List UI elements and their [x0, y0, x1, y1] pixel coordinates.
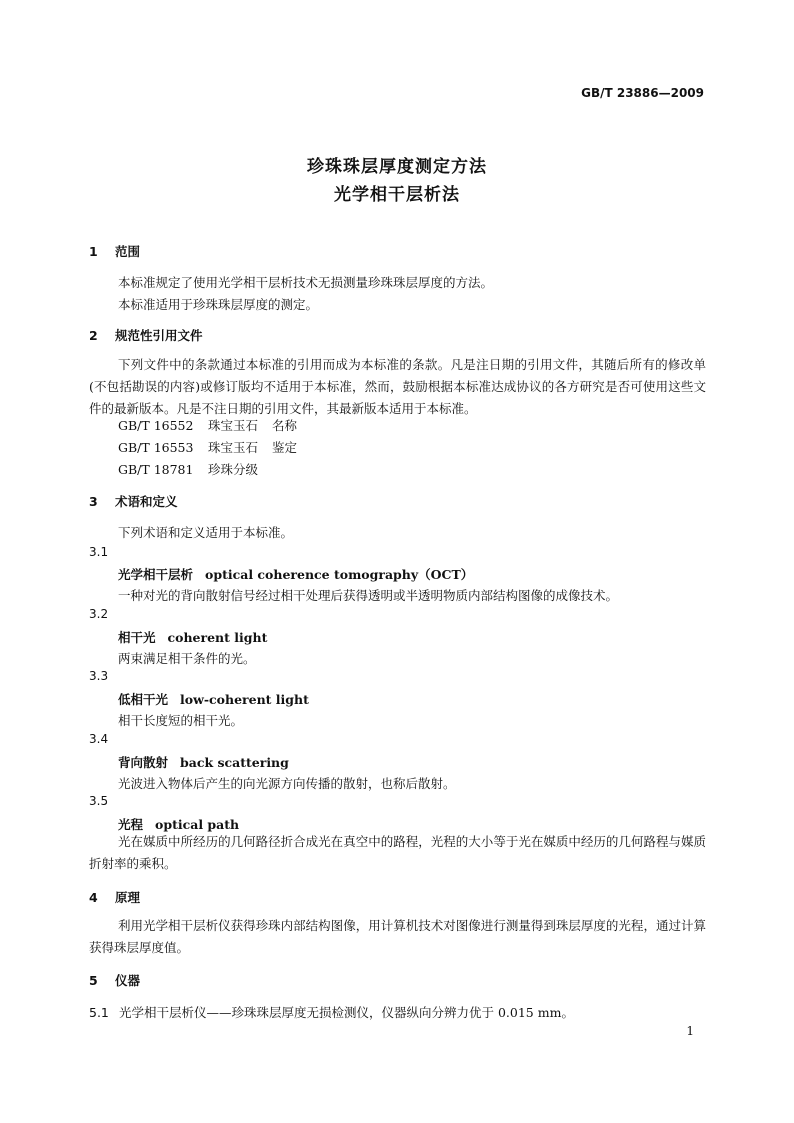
section-title: 仪器 — [115, 973, 141, 988]
section-number: 1 — [89, 244, 98, 259]
paragraph: 下列术语和定义适用于本标准。 — [118, 525, 294, 540]
term-english: optical path — [155, 817, 240, 832]
normative-reference — [118, 416, 297, 434]
term-entry — [118, 690, 309, 708]
term-number: 3.2 — [89, 607, 109, 621]
section-number: 4 — [89, 890, 98, 905]
reference-title: 珠宝玉石 — [208, 440, 259, 455]
section-title: 范围 — [115, 244, 141, 259]
term-english: low-coherent light — [180, 692, 309, 707]
paragraph: 本标准规定了使用光学相干层析技术无损测量珍珠珠层厚度的方法。 — [118, 275, 494, 290]
section-number: 5 — [89, 973, 98, 988]
section-heading-2 — [89, 326, 203, 344]
reference-code: GB/T 16552 — [118, 418, 194, 433]
term-definition: 一种对光的背向散射信号经过相干处理后获得透明或半透明物质内部结构图像的成像技术。 — [118, 588, 619, 603]
standard-number: GB/T 23886—2009 — [581, 86, 704, 100]
page-number: 1 — [686, 1024, 694, 1038]
paragraph: 下列文件中的条款通过本标准的引用而成为本标准的条款。凡是注日期的引用文件，其随后所有的修改单(不包括勘误的内容)或修订版均不适用于本标准，然而，鼓励根据本标准达成协议的各方研究是否可使用这些文件的最新版本。凡是不注日期的引用文件，其最新版本适用于本标准。 — [89, 357, 706, 416]
section-number: 3 — [89, 494, 98, 509]
term-number: 3.1 — [89, 545, 109, 559]
term-definition: 光波进入物体后产生的向光源方向传播的散射，也称后散射。 — [118, 776, 456, 791]
term-chinese: 低相干光 — [118, 692, 169, 707]
term-chinese: 光程 — [118, 817, 144, 832]
section-title: 原理 — [115, 890, 141, 905]
reference-title: 珍珠分级 — [208, 462, 259, 477]
normative-reference — [118, 460, 258, 478]
paragraph: 利用光学相干层析仪获得珍珠内部结构图像，用计算机技术对图像进行测量得到珠层厚度的光程，通过计算获得珠层厚度值。 — [89, 918, 706, 955]
section-heading-4 — [89, 888, 140, 906]
term-chinese: 相干光 — [118, 630, 156, 645]
section-heading-5 — [89, 971, 140, 989]
reference-title: 鉴定 — [272, 440, 298, 455]
normative-reference — [118, 438, 297, 456]
term-entry — [118, 753, 289, 771]
term-definition: 相干长度短的相干光。 — [118, 713, 244, 728]
term-entry — [118, 565, 473, 583]
term-entry — [118, 628, 267, 646]
term-definition: 光在媒质中所经历的几何路径折合成光在真空中的路程，光程的大小等于光在媒质中经历的几何路程与媒质折射率的乘积。 — [89, 834, 706, 871]
term-definition: 两束满足相干条件的光。 — [118, 651, 256, 666]
subclause-number: 5.1 — [89, 1005, 109, 1020]
term-number: 3.3 — [89, 669, 109, 683]
section-heading-3 — [89, 492, 178, 510]
section-title: 规范性引用文件 — [115, 328, 203, 343]
term-chinese: 光学相干层析 — [118, 567, 194, 582]
paragraph: 本标准适用于珍珠珠层厚度的测定。 — [118, 297, 319, 312]
term-chinese: 背向散射 — [118, 755, 169, 770]
term-english: back scattering — [180, 755, 289, 770]
reference-title: 名称 — [272, 418, 298, 433]
document-subtitle: 光学相干层析法 — [334, 185, 460, 205]
section-title: 术语和定义 — [115, 494, 178, 509]
reference-code: GB/T 16553 — [118, 440, 194, 455]
subclause-5-1 — [89, 1003, 574, 1021]
section-number: 2 — [89, 328, 98, 343]
reference-title: 珠宝玉石 — [208, 418, 259, 433]
term-english: optical coherence tomography（OCT） — [205, 567, 474, 582]
section-heading-1 — [89, 242, 140, 260]
term-english: coherent light — [167, 630, 268, 645]
subclause-text: 光学相干层析仪——珍珠珠层厚度无损检测仪，仪器纵向分辨力优于 0.015 mm。 — [119, 1005, 574, 1020]
reference-code: GB/T 18781 — [118, 462, 194, 477]
term-number: 3.5 — [89, 794, 109, 808]
term-number: 3.4 — [89, 732, 109, 746]
document-title: 珍珠珠层厚度测定方法 — [307, 157, 487, 177]
